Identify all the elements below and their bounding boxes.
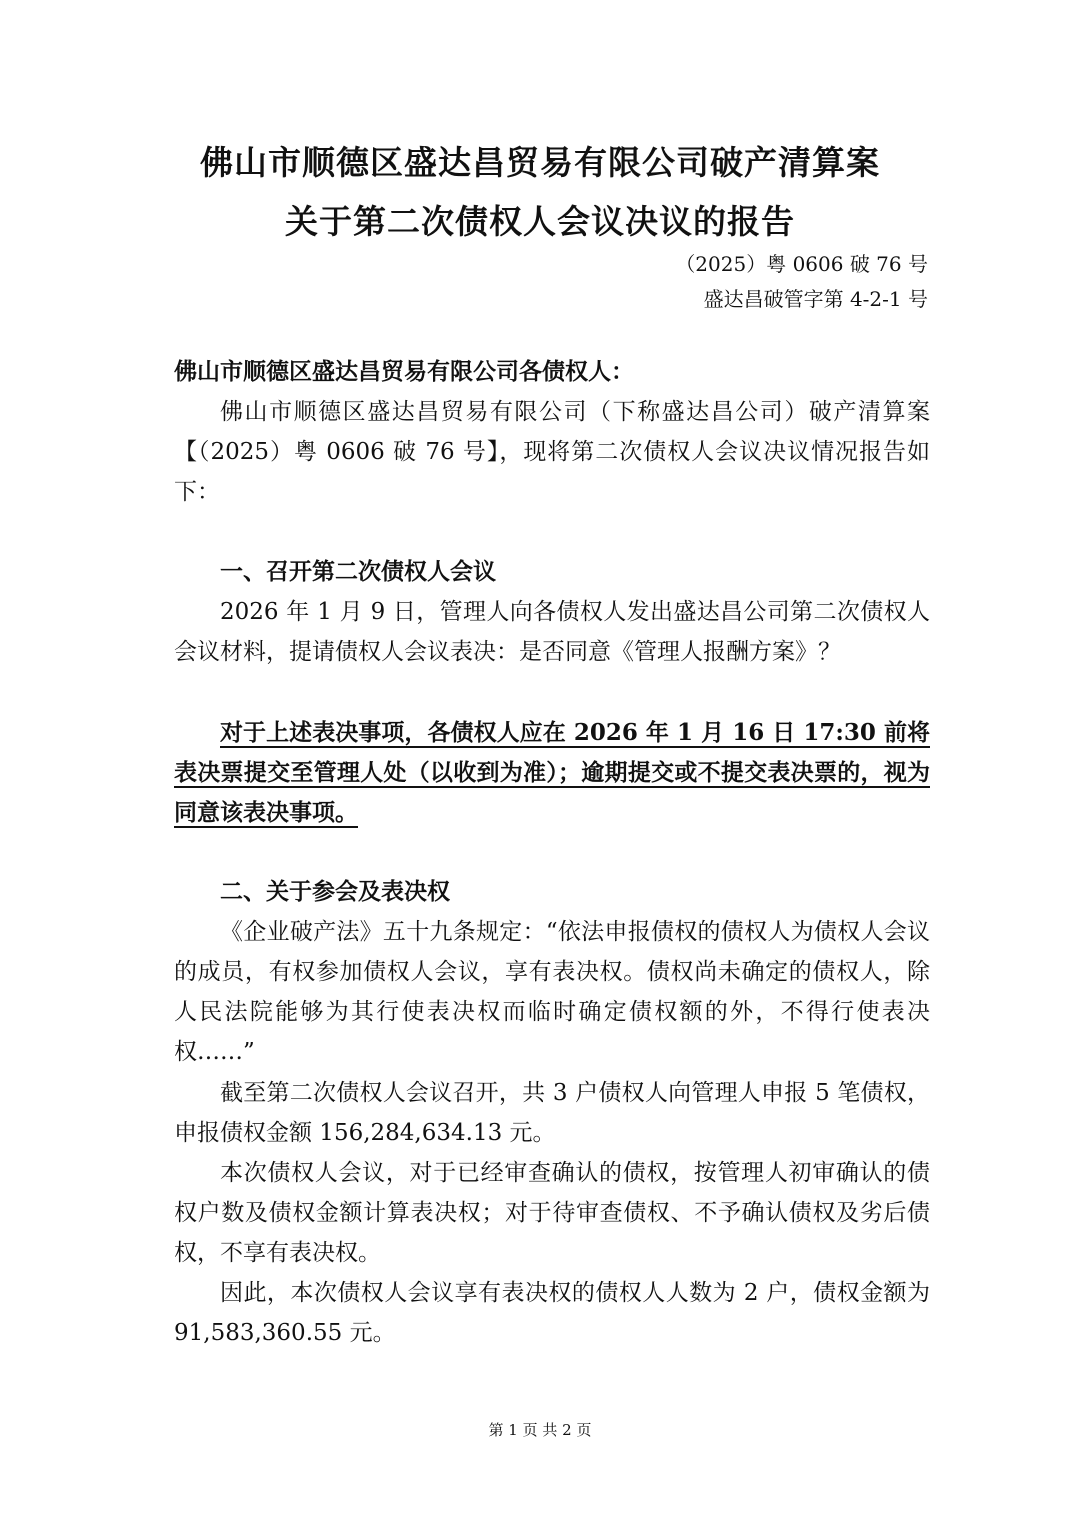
case-number: （2025）粤 0606 破 76 号 [675,252,928,276]
section2-voting-rights-paragraph: 本次债权人会议，对于已经审查确认的债权，按管理人初审确认的债权户数及债权金额计算表决权；对于待审查债权、不予确认债权及劣后债权，不享有表决权。 [174,1160,930,1266]
section1-heading: 一、召开第二次债权人会议 [220,558,496,585]
section2-law-quote: 《企业破产法》五十九条规定：“依法申报债权的债权人为债权人会议的成员，有权参加债权人会议，享有表决权。债权尚未确定的债权人，除人民法院能够为其行使表决权而临时确定债权额的外，不得行使表决权……” [174,919,930,1065]
document-number: 盛达昌破管字第 4-2-1 号 [703,287,928,311]
intro-paragraph: 佛山市顺德区盛达昌贸易有限公司（下称盛达昌公司）破产清算案【（2025）粤 0606 破 76 号】，现将第二次债权人会议决议情况报告如下： [174,399,930,505]
section1-paragraph: 2026 年 1 月 9 日，管理人向各债权人发出盛达昌公司第二次债权人会议材料，提请债权人会议表决：是否同意《管理人报酬方案》？ [174,599,930,665]
voting-deadline-notice [174,713,930,833]
salutation: 佛山市顺德区盛达昌贸易有限公司各债权人： [174,358,634,385]
page-number: 第 1 页 共 2 页 [488,1421,592,1439]
section2-claims-paragraph: 截至第二次债权人会议召开，共 3 户债权人向管理人申报 5 笔债权，申报债权金额 156,284,634.13 元。 [174,1080,930,1146]
section2-conclusion-paragraph: 因此，本次债权人会议享有表决权的债权人人数为 2 户，债权金额为 91,583,360.55 元。 [174,1280,930,1346]
voting-deadline-notice-text: 对于上述表决事项，各债权人应在 2026 年 1 月 16 日 17:30 前将表决票提交至管理人处（以收到为准）；逾期提交或不提交表决票的，视为同意该表决事项。 [174,719,930,826]
section2-heading: 二、关于参会及表决权 [220,878,450,905]
report-title-line1: 佛山市顺德区盛达昌贸易有限公司破产清算案 [200,143,880,182]
report-title-line2: 关于第二次债权人会议决议的报告 [285,202,795,241]
